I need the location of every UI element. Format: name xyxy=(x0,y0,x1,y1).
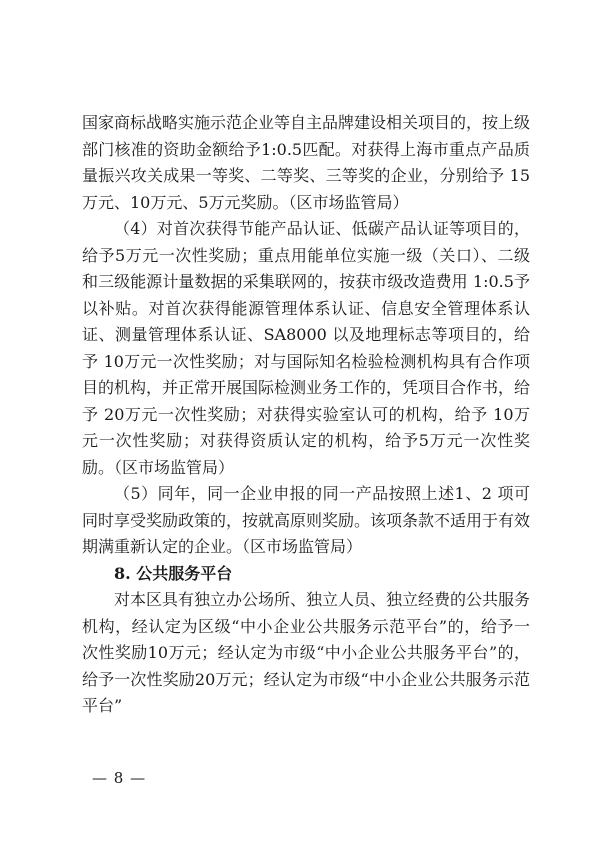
paragraph-brand-subsidy: 国家商标战略实施示范企业等自主品牌建设相关项目的，按上级部门核准的资助金额给予1:0.5匹配。对获得上海市重点产品质量振兴攻关成果一等奖、二等奖、三等奖的企业，分别给予 15万元、10万元、5万元奖励。（区市场监管局） xyxy=(82,113,531,212)
paragraph-item-5: （5）同年，同一企业申报的同一产品按照上述1、2 项可同时享受奖励政策的，按就高原则奖励。该项条款不适用于有效期满重新认定的企业。（区市场监管局） xyxy=(82,484,531,556)
page-number: — 8 — xyxy=(92,769,147,787)
paragraph-item-4: （4）对首次获得节能产品认证、低碳产品认证等项目的，给予5万元一次性奖励；重点用能单位实施一级（关口）、二级和三级能源计量数据的采集联网的，按获市级改造费用 1:0.5予以补贴。对首次获得能源管理体系认证、信息安全管理体系认证、测量管理体系认证、SA8000 以及地理标志等项目的，给予 10万元一次性奖励；对与国际知名检验检测机构具有合作项目的机构，并正常开展国际检测业务工作的，凭项目合作书，给予 20万元一次性奖励；对获得实验室认可的机构，给予 10万元一次性奖励；对获得资质认定的机构，给予5万元一次性奖励。（区市场监管局） xyxy=(82,219,531,477)
paragraph-public-service: 对本区具有独立办公场所、独立人员、独立经费的公共服务机构，经认定为区级“中小企业公共服务示范平台”的，给予一次性奖励10万元；经认定为市级“中小企业公共服务平台”的，给予一次性奖励20万元；经认定为市级“中小企业公共服务示范平台” xyxy=(82,590,531,715)
section-heading-8: 8. 公共服务平台 xyxy=(114,563,233,583)
document-body xyxy=(82,110,530,720)
